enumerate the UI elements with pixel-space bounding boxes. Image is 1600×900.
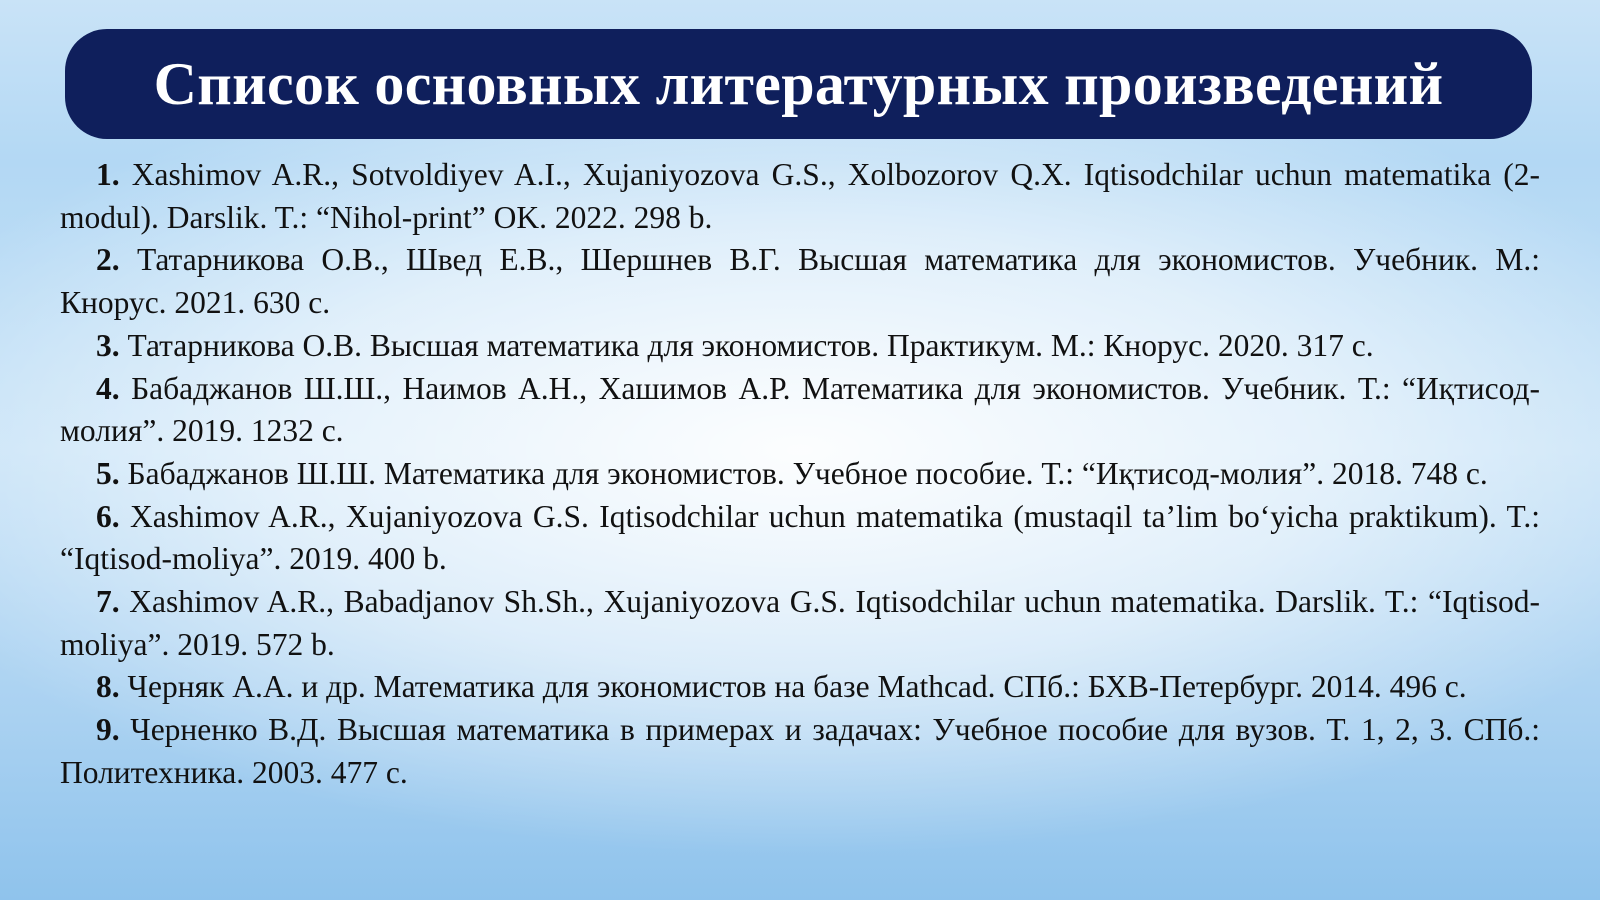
- reference-number: 2.: [96, 242, 120, 278]
- reference-number: 3.: [96, 327, 120, 363]
- reference-text: Черняк А.А. и др. Математика для экономистов на базе Mathcad. СПб.: БХВ-Петербург. 2014. 496 с.: [127, 669, 1467, 705]
- reference-text: Татарникова О.В. Высшая математика для экономистов. Практикум. М.: Кнорус. 2020. 317 с.: [127, 327, 1374, 363]
- reference-item: [60, 239, 1540, 324]
- reference-text: Бабаджанов Ш.Ш. Математика для экономистов. Учебное пособие. Т.: “Иқтисод-молия”. 2018. 748 с.: [127, 455, 1488, 491]
- reference-number: 1.: [96, 157, 120, 192]
- slide-title: Список основных литературных произведений: [153, 50, 1444, 117]
- reference-text: Татарникова О.В., Швед Е.В., Шершнев В.Г. Высшая математика для экономистов. Учебник. М.: Кнорус. 2021. 630 с.: [60, 242, 1540, 321]
- reference-text: Xashimov A.R., Babadjanov Sh.Sh., Xujaniyozova G.S. Iqtisodchilar uchun matematika. Darslik. T.: “Iqtisod-moliya”. 2019. 572 b.: [60, 584, 1541, 662]
- reference-item: [60, 709, 1540, 794]
- reference-number: 7.: [96, 584, 120, 620]
- reference-item: [60, 581, 1540, 666]
- title-banner: [65, 29, 1532, 139]
- reference-number: 5.: [96, 455, 120, 491]
- reference-number: 6.: [96, 498, 120, 534]
- reference-list: [60, 154, 1540, 795]
- reference-item: [60, 496, 1540, 581]
- reference-item: [60, 154, 1540, 239]
- reference-item: [60, 368, 1540, 453]
- reference-number: 4.: [96, 370, 120, 406]
- reference-item: [60, 325, 1540, 368]
- reference-item: [60, 666, 1540, 709]
- reference-text: Бабаджанов Ш.Ш., Наимов А.Н., Хашимов А.Р. Математика для экономистов. Учебник. Т.: “Иқтисод-молия”. 2019. 1232 с.: [60, 370, 1541, 449]
- reference-item: [60, 453, 1540, 496]
- reference-text: Xashimov A.R., Xujaniyozova G.S. Iqtisodchilar uchun matematika (mustaqil ta’lim bo‘yicha praktikum). T.: “Iqtisod-moliya”. 2019. 400 b.: [60, 498, 1540, 577]
- reference-number: 9.: [96, 712, 120, 748]
- reference-text: Xashimov A.R., Sotvoldiyev A.I., Xujaniyozova G.S., Xolbozorov Q.X. Iqtisodchilar uchun matematika (2-modul). Darslik. T.: “Nihol-print” OK. 2022. 298 b.: [60, 157, 1540, 235]
- reference-text: Черненко В.Д. Высшая математика в примерах и задачах: Учебное пособие для вузов. Т. 1, 2, 3. СПб.: Политехника. 2003. 477 с.: [60, 712, 1541, 790]
- reference-number: 8.: [96, 669, 120, 705]
